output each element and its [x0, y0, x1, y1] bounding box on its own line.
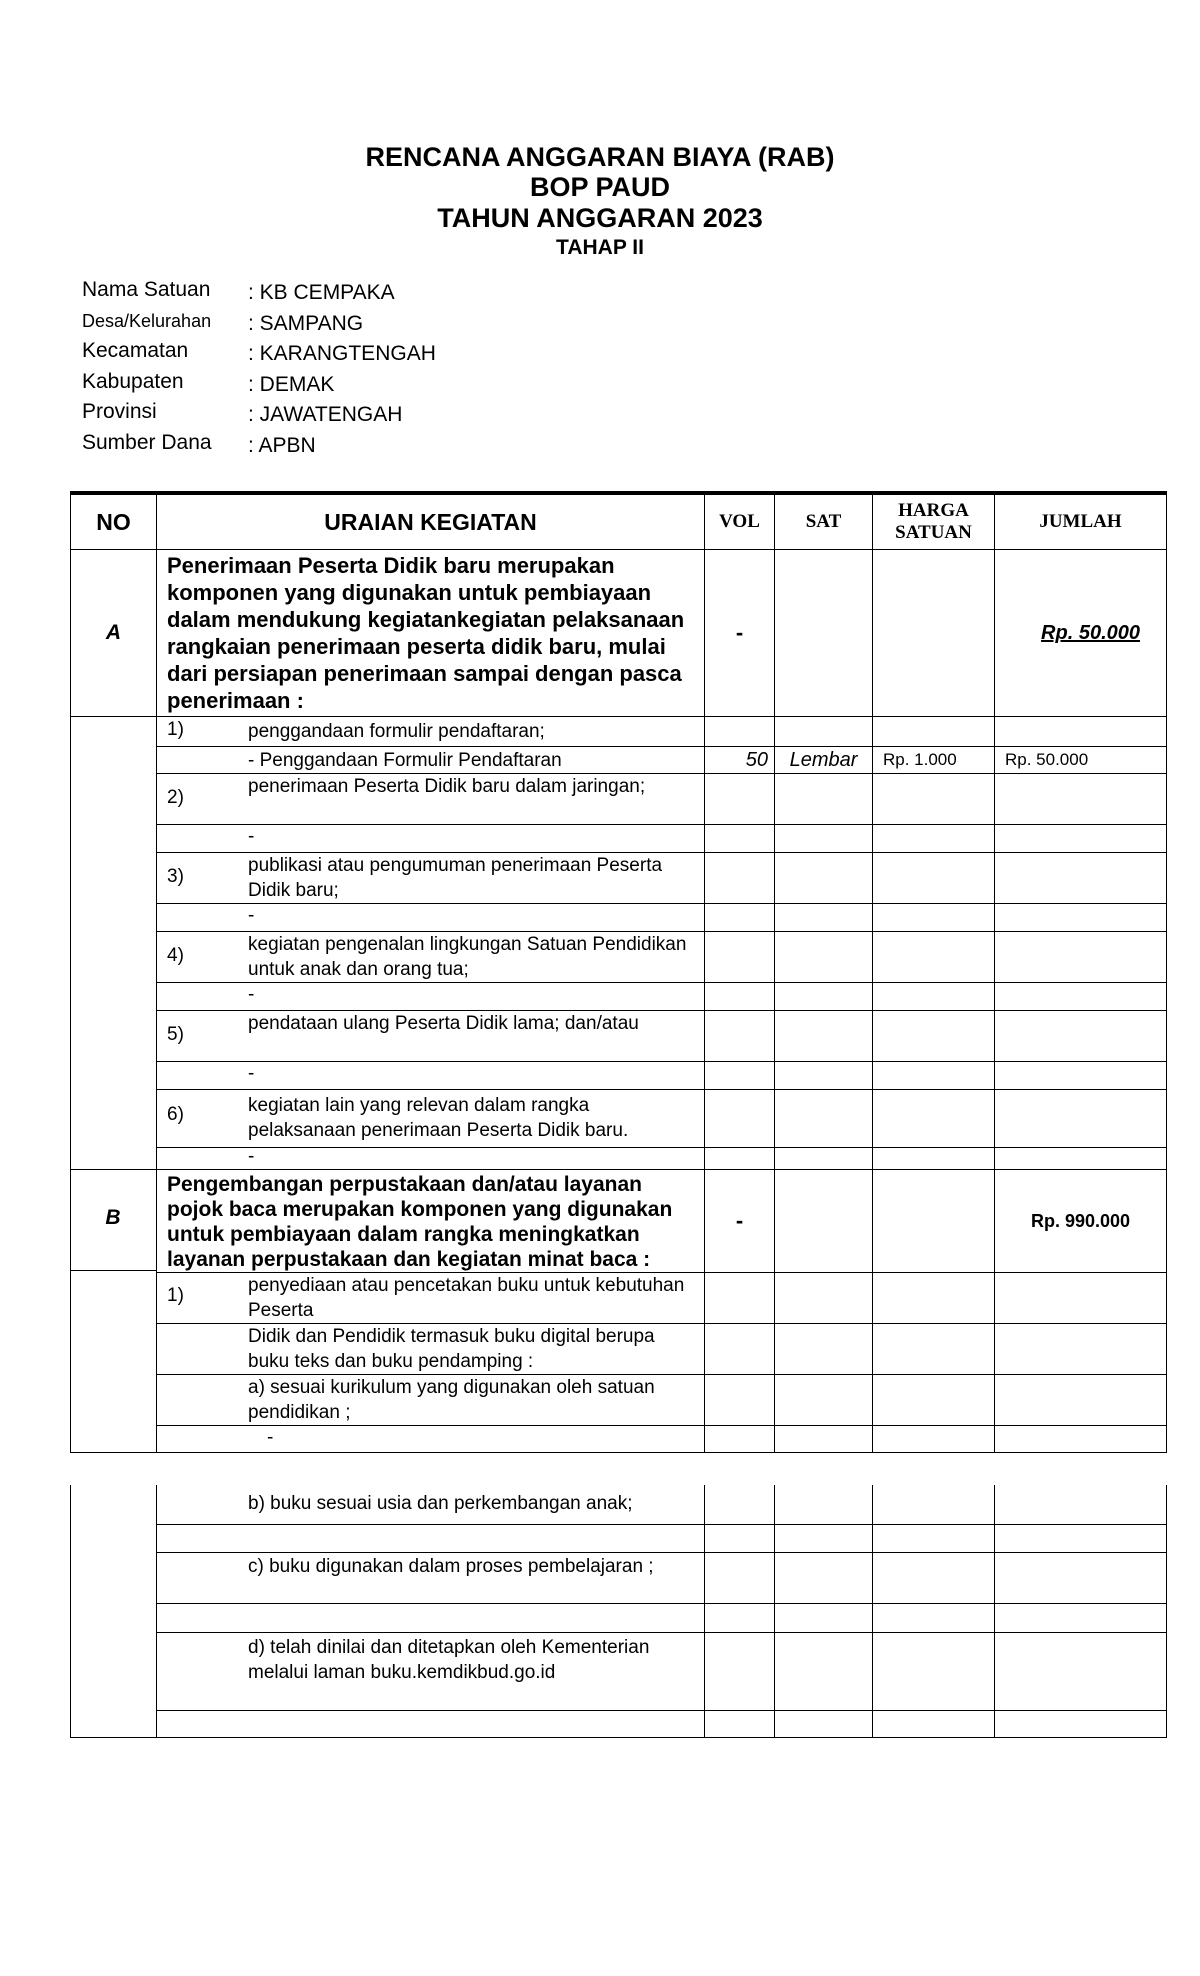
table-row [71, 1710, 1167, 1737]
section-a-sat [775, 550, 873, 717]
table-row [71, 1632, 1167, 1710]
item-a6 [157, 1090, 705, 1148]
info-value: : DEMAK [248, 372, 335, 396]
item-a3 [157, 853, 705, 904]
item-number: 4) [167, 945, 184, 966]
item-a5 [157, 1011, 705, 1062]
dash-text: - [248, 1063, 255, 1084]
section-a-vol: - [705, 550, 775, 717]
dash-text: - [248, 905, 255, 926]
info-label: Kabupaten [82, 369, 184, 393]
detail-vol: 50 [705, 747, 775, 774]
section-b-vol: - [705, 1170, 775, 1273]
info-value: : SAMPANG [248, 311, 364, 335]
item-number: 1) [167, 719, 184, 740]
section-b-no: B [105, 1206, 121, 1229]
item-a1 [157, 717, 705, 747]
title-line-1: RENCANA ANGGARAN BIAYA (RAB) [365, 142, 835, 172]
info-label: Nama Satuan [82, 278, 211, 301]
item-text: d) telah dinilai dan ditetapkan oleh Kementerian melalui laman buku.kemdikbud.go.id [248, 1636, 650, 1683]
detail-jumlah: Rp. 50.000 [995, 747, 1167, 774]
item-number: 3) [167, 866, 184, 887]
item-text: kegiatan lain yang relevan dalam rangka pelaksanaan penerimaan Peserta Didik baru. [248, 1095, 629, 1141]
table-header-row [71, 493, 1167, 550]
table-row [71, 1524, 1167, 1552]
info-label: Sumber Dana [82, 430, 212, 454]
section-a-row [71, 550, 1167, 717]
header-no: NO [71, 493, 157, 550]
item-text: publikasi atau pengumuman penerimaan Peserta Didik baru; [248, 855, 663, 901]
table-row [71, 1090, 1167, 1148]
header-sat: SAT [775, 493, 873, 550]
dash-row [157, 904, 705, 932]
dash-text: - [248, 826, 255, 847]
detail-sat: Lembar [775, 747, 873, 774]
dash-row [157, 983, 705, 1011]
table-row [71, 1375, 1167, 1426]
table-row [71, 1603, 1167, 1632]
table-row [71, 983, 1167, 1011]
section-a-harga [873, 550, 995, 717]
table-row [71, 747, 1167, 774]
info-label: Desa/Kelurahan [82, 310, 212, 331]
section-a-desc: Penerimaan Peserta Didik baru merupakan komponen yang digunakan untuk pembiayaan dalam mendukung kegiatankegiatan pelaksanaan rangkaian penerimaan peserta didik baru, mulai dari persiapan penerimaan sampai dengan pasca penerimaan : [157, 550, 705, 717]
budget-table [70, 491, 1167, 1453]
table-row [71, 1062, 1167, 1090]
item-text: kegiatan pengenalan lingkungan Satuan Pendidikan untuk anak dan orang tua; [248, 934, 687, 980]
item-number: 1) [167, 1285, 184, 1306]
table-row [71, 1148, 1167, 1170]
section-a-no-spacer [71, 717, 157, 1453]
info-value: : KARANGTENGAH [248, 342, 436, 365]
header-harga-line2: SATUAN [895, 522, 972, 543]
title-line-3: TAHUN ANGGARAN 2023 [437, 203, 763, 233]
item-b1-a [157, 1375, 705, 1426]
table-row [71, 1011, 1167, 1062]
header-harga-line1: HARGA [898, 500, 969, 521]
detail-harga: Rp. 1.000 [873, 747, 995, 774]
header-jumlah: JUMLAH [995, 493, 1167, 550]
info-value: : APBN [248, 433, 316, 457]
table-row [71, 904, 1167, 932]
dash-text: - [248, 984, 255, 1005]
item-a4 [157, 932, 705, 983]
item-number: 6) [167, 1104, 184, 1125]
section-b-no-rule-bottom [70, 1270, 157, 1271]
item-a2 [157, 774, 705, 825]
table-row [71, 932, 1167, 983]
budget-table-continued [70, 1485, 1167, 1738]
item-text: Didik dan Pendidik termasuk buku digital berupa buku teks dan buku pendamping : [248, 1326, 655, 1372]
header-vol: VOL [705, 493, 775, 550]
table-row [71, 1552, 1167, 1603]
item-number: 5) [167, 1024, 184, 1045]
item-text: b) buku sesuai usia dan perkembangan anak; [248, 1493, 633, 1514]
item-text: penggandaan formulir pendaftaran; [248, 721, 545, 742]
title-line-4: TAHAP II [556, 236, 644, 259]
header-harga-satuan [873, 493, 995, 550]
section-b-jumlah: Rp. 990.000 [995, 1170, 1167, 1273]
dash-text: - [248, 1146, 255, 1167]
section-b-no-rule-top [70, 1169, 157, 1170]
section-b-sat [775, 1170, 873, 1273]
dash-row [157, 1426, 705, 1453]
section-b-no-spacer [71, 1485, 157, 1737]
table-row [71, 1426, 1167, 1453]
info-label: Kecamatan [82, 339, 189, 362]
table-row [71, 774, 1167, 825]
section-b-harga [873, 1170, 995, 1273]
table-row [71, 853, 1167, 904]
table-row [71, 717, 1167, 747]
item-text: c) buku digunakan dalam proses pembelajaran ; [248, 1555, 654, 1577]
detail-text: - Penggandaan Formulir Pendaftaran [248, 750, 562, 771]
table-row [71, 1485, 1167, 1524]
info-label: Provinsi [82, 400, 157, 423]
table-row [71, 825, 1167, 853]
section-a-no: A [71, 550, 157, 717]
item-text: penerimaan Peserta Didik baru dalam jaringan; [248, 776, 646, 797]
item-text: pendataan ulang Peserta Didik lama; dan/atau [248, 1013, 639, 1034]
item-text: a) sesuai kurikulum yang digunakan oleh satuan pendidikan ; [248, 1377, 655, 1423]
section-b-row [71, 1170, 1167, 1273]
item-b1 [157, 1273, 705, 1324]
dash-text: - [267, 1427, 274, 1448]
detail-a1 [157, 747, 705, 774]
item-b1-cont [157, 1324, 705, 1375]
header-uraian: URAIAN KEGIATAN [157, 493, 705, 550]
table-row [71, 1324, 1167, 1375]
info-value: : KB CEMPAKA [248, 281, 395, 304]
title-line-2: BOP PAUD [529, 172, 671, 202]
info-value: : JAWATENGAH [248, 403, 403, 426]
item-b1-c [157, 1552, 705, 1603]
item-number: 2) [167, 787, 184, 808]
item-text: penyediaan atau pencetakan buku untuk kebutuhan Peserta [248, 1275, 685, 1321]
item-b1-d [157, 1632, 705, 1710]
section-b-desc: Pengembangan perpustakaan dan/atau layanan pojok baca merupakan komponen yang digunakan untuk pembiayaan dalam rangka meningkatkan layanan perpustakaan dan kegiatan minat baca : [157, 1170, 705, 1273]
dash-row [157, 1148, 705, 1170]
dash-row [157, 1062, 705, 1090]
table-row [71, 1273, 1167, 1324]
item-b1-b [157, 1485, 705, 1524]
section-a-jumlah: Rp. 50.000 [995, 550, 1167, 717]
dash-row [157, 825, 705, 853]
